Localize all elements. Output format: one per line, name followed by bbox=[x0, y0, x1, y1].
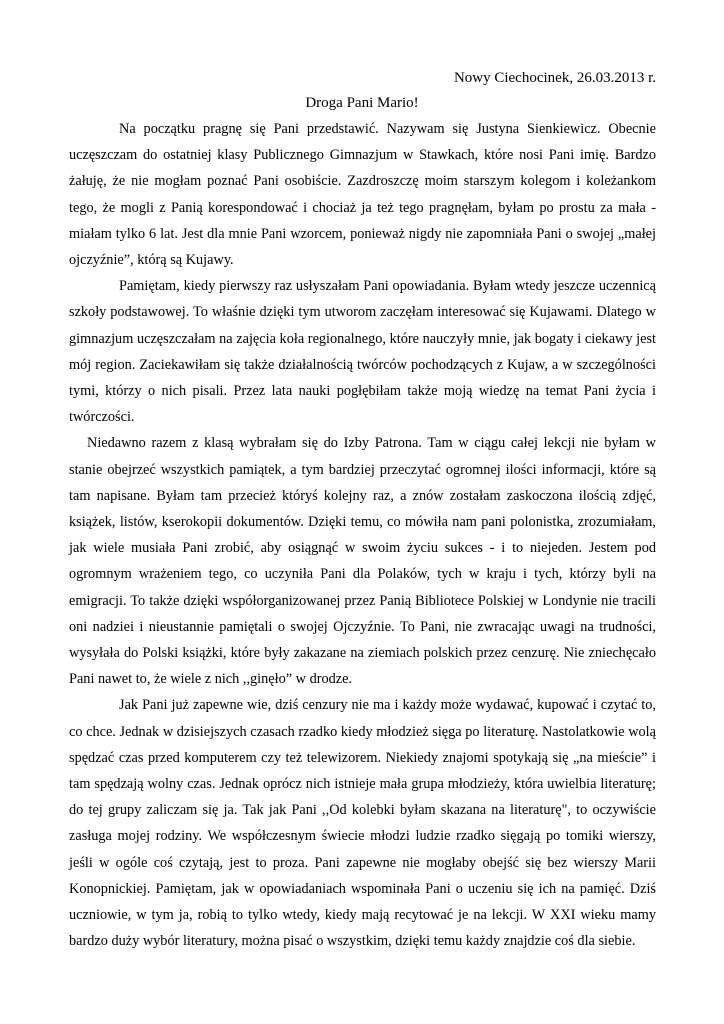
letter-body bbox=[69, 116, 656, 955]
paragraph-museum-visit: Niedawno razem z klasą wybrałam się do Izby Patrona. Tam w ciągu całej lekcji nie byłam w stanie obejrzeć wszystkich pamiątek, a tym bardziej przeczytać ogromnej ilości informacji, które są tam napisane. Byłam tam przecież któryś kolejny raz, a znów zostałam zaskoczona ilością zdjęć, książek, listów, kserokopii dokumentów. Dzięki temu, co mówiła nam pani polonistka, zrozumiałam, jak wiele musiała Pani zrobić, aby osiągnąć w swoim życiu sukces - i to niejeden. Jestem pod ogromnym wrażeniem tego, co uczyniła Pani dla Polaków, tych w kraju i tych, którzy byli na emigracji. To także dzięki współorganizowanej przez Panią Bibliotece Polskiej w Londynie nie tracili oni nadziei i nieustannie pamiętali o swojej Ojczyźnie. To Pani, nie zwracając uwagi na trudności, wysyłała do Polski książki, które były zakazane na ziemiach polskich przez cenzurę. Nie zniechęcało Pani nawet to, że wiele z nich ,,ginęło” w drodze. bbox=[69, 435, 656, 688]
paragraph-memories: Pamiętam, kiedy pierwszy raz usłyszałam Pani opowiadania. Byłam wtedy jeszcze uczennicą szkoły podstawowej. To właśnie dzięki tym utworom zaczęłam interesować się Kujawami. Dlatego w gimnazjum uczęszczałam na zajęcia koła regionalnego, które nauczyły mnie, jak bogaty i ciekawy jest mój region. Zaciekawiłam się także działalnością twórców pochodzących z Kujaw, a w szczególności tymi, którzy o nich pisali. Przez lata nauki pogłębiłam także moją wiedzę na temat Pani życia i twórczości. bbox=[69, 278, 656, 426]
paragraph-introduction: Na początku pragnę się Pani przedstawić. Nazywam się Justyna Sienkiewicz. Obecnie uczęszczam do ostatniej klasy Publicznego Gimnazjum w Stawkach, które nosi Pani imię. Bardzo żałuję, że nie mogłam poznać Pani osobiście. Zazdroszczę moim starszym kolegom i koleżankom tego, że mogli z Panią korespondować i chociaż ja też tego pragnęłam, byłam po prostu za mała - miałam tylko 6 lat. Jest dla mnie Pani wzorcem, ponieważ nigdy nie zapomniała Pani o swojej „małej ojczyźnie”, którą są Kujawy. bbox=[69, 121, 656, 269]
salutation: Droga Pani Mario! bbox=[305, 95, 419, 111]
paragraph-literature-today: Jak Pani już zapewne wie, dziś cenzury nie ma i każdy może wydawać, kupować i czytać to, co chce. Jednak w dzisiejszych czasach rzadko kiedy młodzież sięga po literaturę. Nastolatkowie wolą spędzać czas przed komputerem czy też telewizorem. Niekiedy znajomi spotykają się „na mieście” i tam spędzają wolny czas. Jednak oprócz nich istnieje mała grupa młodzieży, która uwielbia literaturę; do tej grupy zaliczam się ja. Tak jak Pani ,,Od kolebki byłam skazana na literaturę", to oczywiście zasługa mojej rodziny. We współczesnym świecie młodzi ludzie rzadko sięgają po tomiki wierszy, jeśli w ogóle coś czytają, jest to proza. Pani zapewne nie mogłaby obejść się bez wierszy Marii Konopnickiej. Pamiętam, jak w opowiadaniach wspominała Pani o uczeniu się ich na pamięć. Dziś uczniowie, w tym ja, robią to tylko wtedy, kiedy mają recytować je na lekcji. W XXI wieku mamy bardzo duży wybór literatury, można pisać o wszystkim, dzięki temu każdy znajdzie coś dla siebie. bbox=[69, 697, 656, 950]
place-date: Nowy Ciechocinek, 26.03.2013 r. bbox=[453, 70, 656, 86]
